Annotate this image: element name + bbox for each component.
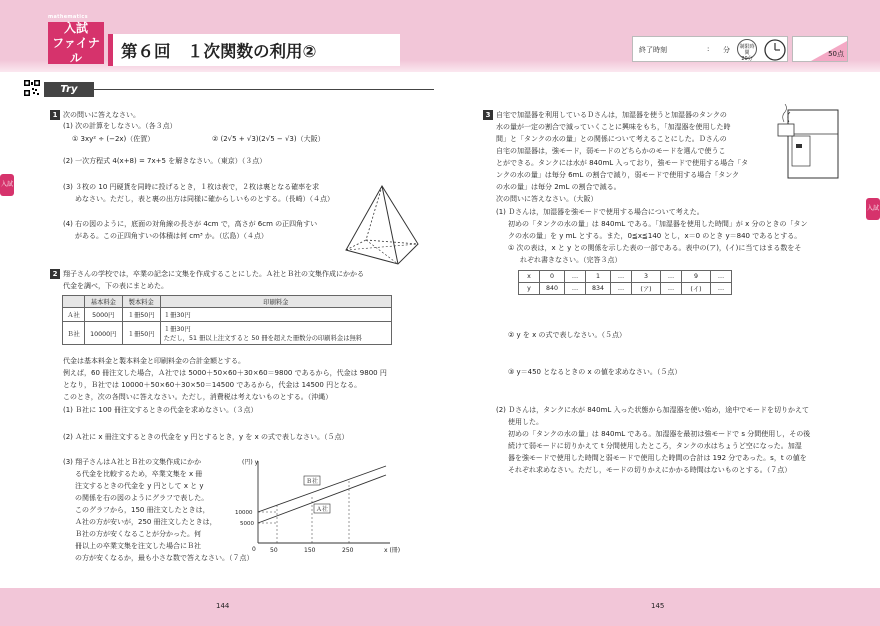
table-row: Ａ社 5000円 １冊50円 １冊30円 — [63, 308, 392, 322]
q1-sub4a: (4) 右の図のように，底面の対角線の長さが 4cm で，高さが 6cm の正四角すい — [63, 220, 318, 228]
q3-sub1: (1) Ｄさんは，加湿器を強モードで使用する場合について考えた。 — [496, 208, 704, 216]
q2-line1: 翔子さんの学校では，卒業の記念に文集を作成することにした。Ａ社とＢ社の文集作成にかかる — [63, 270, 364, 278]
final-badge: 入試 ファイナル — [48, 22, 104, 64]
q1-sub2: (2) 一次方程式 4(x+8) = 7x+5 を解きなさい。（東京）（３点） — [63, 157, 267, 165]
score-box: 50点 — [792, 36, 848, 62]
x-tick: 0 — [252, 546, 256, 553]
q1-sub1: (1) 次の計算をしなさい。（各３点） — [63, 122, 177, 130]
x-axis-label: x (冊) — [384, 547, 401, 554]
pyramid-figure — [338, 184, 426, 268]
question-number: 1 — [50, 110, 60, 120]
price-table: 基本料金 製本料金 印刷料金 Ａ社 5000円 １冊50円 １冊30円 Ｂ社 10000円 １冊50円 １冊30円 ただし，51 冊以上注文すると 50 冊を超えた冊数分の印刷料金は無料 — [62, 295, 392, 345]
humidifier-figure — [776, 104, 842, 182]
clock-icon — [763, 38, 787, 62]
question-number: 2 — [50, 269, 60, 279]
q1-sub3a: (3) ３枚の 10 円硬貨を同時に投げるとき，１枚は表で，２枚は裏となる確率を求 — [63, 183, 320, 191]
time-limit-badge: 制限時間 20分 — [737, 39, 757, 59]
q3-sub2: (2) Ｄさんは，タンクに水が 840mL 入った状態から加湿器を使い始め，途中でモードを切りかえて — [496, 406, 809, 414]
y-tick: 5000 — [240, 521, 254, 527]
y-tick: 10000 — [235, 510, 253, 516]
page-number-left: 144 — [216, 602, 230, 610]
table-row: Ｂ社 10000円 １冊50円 １冊30円 ただし，51 冊以上注文すると 50 冊を超えた冊数分の印刷料金は無料 — [63, 322, 392, 345]
footer-band — [0, 588, 880, 626]
q1-sub4b: がある。この正四角すいの体積は何 cm³ か。（広島）（４点） — [75, 232, 268, 240]
legend-a: Ａ社 — [316, 506, 329, 513]
q2-p1: 代金は基本料金と製本料金と印刷料金の合計金額とする。 — [63, 357, 245, 365]
cost-graph — [218, 455, 408, 555]
line-a-company — [258, 475, 386, 523]
q2-line2: 代金を調べ，下の表にまとめた。 — [63, 282, 168, 290]
q2-p4: このとき，次の各問いに答えなさい。ただし，消費税は考えないものとする。（沖縄） — [63, 393, 333, 401]
brand-label: mathematics — [48, 14, 88, 20]
q1-lead: 次の問いに答えなさい。 — [63, 111, 140, 119]
q2-p2: 例えば，60 冊注文した場合，Ａ社では 5000＋50×60＋30×60＝9800 であるから，代金は 9800 円 — [63, 369, 387, 377]
section-rule — [94, 89, 434, 90]
q1-sub1a: ① 3xy² ÷ (−2x)（佐賀） — [72, 135, 155, 143]
qr-code-icon — [24, 80, 40, 96]
q2-sub3: (3) 翔子さんはＡ社とＢ社の文集作成にかか — [63, 458, 202, 466]
y-axis-label: (円) y — [242, 459, 259, 466]
q1-sub1b: ② (2√5 + √3)(2√5 − √3)（大阪） — [212, 135, 325, 143]
water-table — [518, 270, 732, 295]
q2-sub1: (1) Ｂ社に 100 冊注文するときの代金を求めなさい。（３点） — [63, 406, 258, 414]
q2-p3: となり，Ｂ社では 10000＋50×60＋30×50＝14500 であるから，代金は 14500 円となる。 — [63, 381, 362, 389]
x-tick: 150 — [304, 547, 316, 554]
x-tick: 50 — [270, 547, 278, 554]
q2-sub2: (2) Ａ社に x 冊注文するときの代金を y 円とするとき，y を x の式で表しなさい。（５点） — [63, 433, 349, 441]
table-row: y 840 … 834 … (ア) … (イ) … — [519, 283, 732, 295]
time-record-box: 終了時刻 : 分 制限時間 20分 — [632, 36, 788, 62]
q3-sub1b: ② y を x の式で表しなさい。（５点） — [508, 331, 626, 339]
x-tick: 250 — [342, 547, 354, 554]
question-number: 3 — [483, 110, 493, 120]
side-tab-right: 入試 — [866, 198, 880, 220]
section-header: Try — [44, 82, 94, 97]
page-number-right: 145 — [651, 602, 665, 610]
q1-sub3b: めなさい。ただし，表と裏の出方は同様に確からしいものとする。（長崎）（４点） — [75, 195, 334, 203]
q3-sub1c: ③ y＝450 となるときの x の値を求めなさい。（５点） — [508, 368, 682, 376]
side-tab-left: 入試 — [0, 174, 14, 196]
page-title: 第６回 １次関数の利用② — [108, 34, 400, 66]
table-row: x 0 … 1 … 3 … 9 … — [519, 271, 732, 283]
legend-b: Ｂ社 — [306, 478, 319, 485]
q3-para: 自宅で加湿器を利用しているＤさんは，加湿器を使うと加湿器のタンクの — [496, 111, 727, 119]
